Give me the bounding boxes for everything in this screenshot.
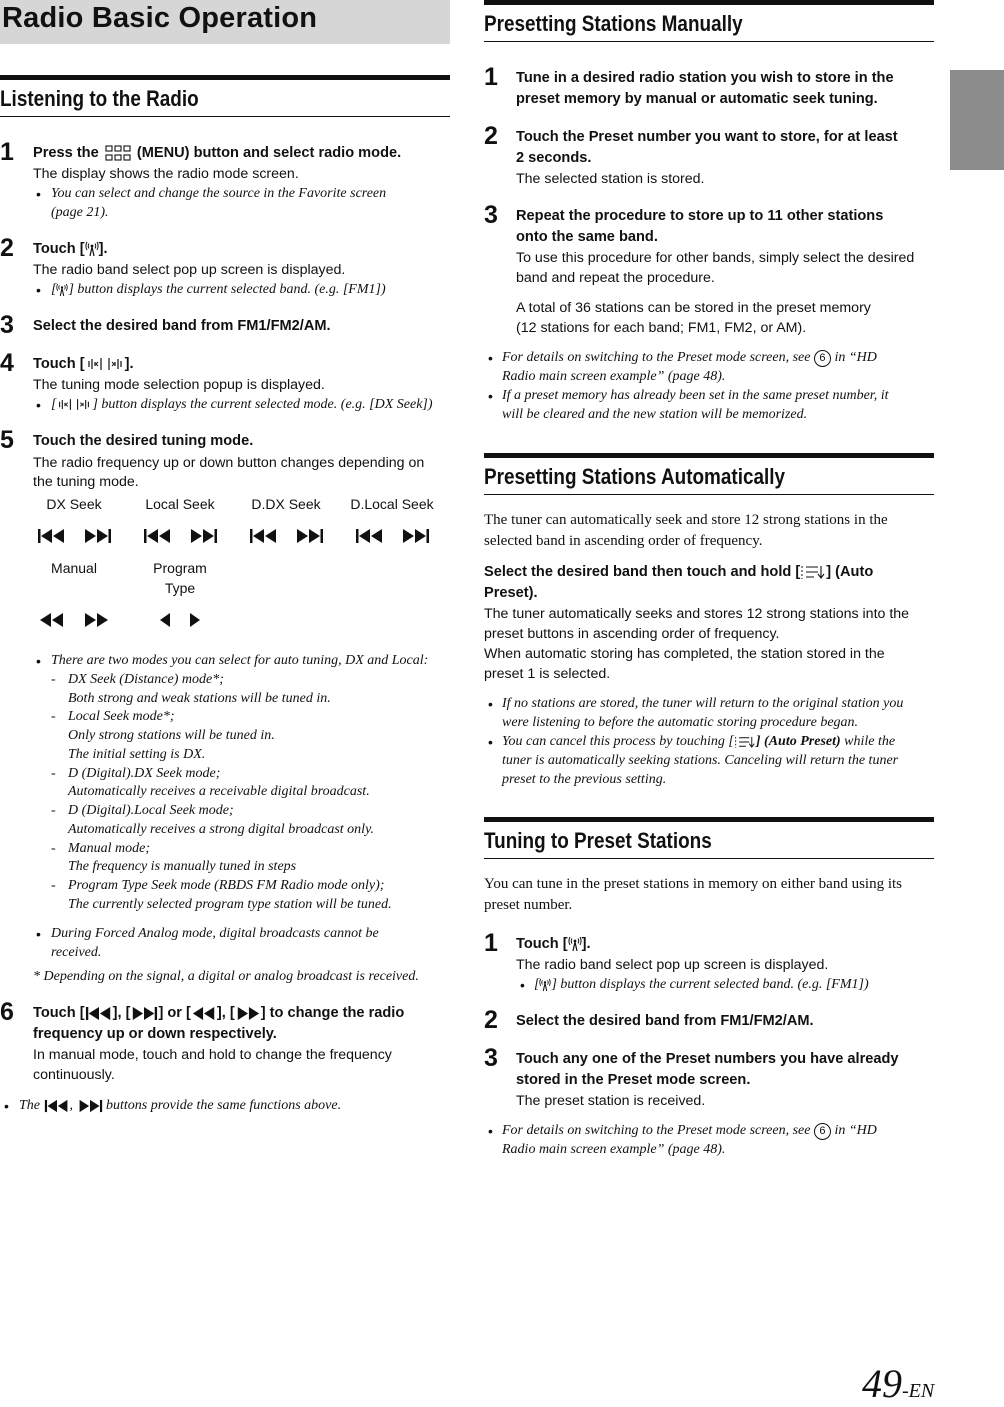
section-heading-auto xyxy=(484,453,934,495)
bullet: • xyxy=(488,734,493,750)
step-3-heading-cont: onto the same band. xyxy=(516,229,658,245)
step-3-heading: Touch any one of the Preset numbers you have already xyxy=(516,1051,899,1067)
step-4-note: [ ] button displays the current selected mode. (e.g. [DX Seek]) xyxy=(51,397,433,412)
note-manual: Manual mode; xyxy=(68,841,151,856)
section-title: Presetting Stations Automatically xyxy=(484,464,786,489)
note-text: Radio main screen example” (page 48). xyxy=(502,369,726,384)
step-6-heading: Touch [ ], [ ] or [ ], [ ] to change the radio xyxy=(33,1005,405,1021)
note-no-stations: If no stations are stored, the tuner will return to the original station you xyxy=(502,696,904,711)
step-number: 4 xyxy=(0,349,14,377)
manual-up-icon xyxy=(235,1006,261,1021)
bullet: • xyxy=(36,186,41,202)
seek-next-icon xyxy=(294,528,324,544)
bullet: • xyxy=(36,397,41,413)
antenna-icon xyxy=(56,283,68,297)
step-3-body: (12 stations for each band; FM1, FM2, or AM). xyxy=(516,320,807,336)
seek-prev-icon xyxy=(249,528,279,544)
step-number: 2 xyxy=(0,234,14,262)
seek-prev-icon xyxy=(37,528,67,544)
note-text: Automatically receives a receivable digital broadcast. xyxy=(68,784,370,799)
step-1-body: The display shows the radio mode screen. xyxy=(33,166,299,182)
note-text: The currently selected program type station will be tuned. xyxy=(68,897,392,912)
step-number: 3 xyxy=(0,311,14,339)
step-1-note: You can select and change the source in the Favorite screen xyxy=(51,186,387,201)
bullet: • xyxy=(520,977,525,993)
step-3-heading: Repeat the procedure to store up to 11 other stations xyxy=(516,208,884,224)
note-text: Automatically receives a strong digital broadcast only. xyxy=(68,822,375,837)
mode-label-local-seek: Local Seek xyxy=(145,496,215,512)
seek-prev-icon xyxy=(85,1006,113,1021)
step-1-heading-cont: preset memory by manual or automatic seek tuning. xyxy=(516,91,878,107)
step-number: 1 xyxy=(0,138,14,166)
note-auto-modes: There are two modes you can select for auto tuning, DX and Local: xyxy=(51,653,429,668)
mode-label-d-dx-seek: D.DX Seek xyxy=(251,496,321,512)
note-local-seek: Local Seek mode*; xyxy=(68,709,175,724)
step-1-heading: Press the (MENU) button and select radio mode. xyxy=(33,145,402,161)
step-2-body: The selected station is stored. xyxy=(516,171,705,187)
note-text: tuner is automatically seeking stations. Canceling will return the tuner xyxy=(502,753,899,768)
bullet: • xyxy=(36,653,41,669)
step-3-body: To use this procedure for other bands, simply select the desired xyxy=(516,250,915,266)
note-program-type: Program Type Seek mode (RBDS FM Radio mode only); xyxy=(68,878,385,893)
bullet: • xyxy=(36,926,41,942)
mode-label-type: Type xyxy=(164,580,196,596)
note-preset-mode: For details on switching to the Preset mode screen, see 6 in “HD xyxy=(502,1123,877,1138)
step-3-heading: Select the desired band from FM1/FM2/AM. xyxy=(33,318,331,334)
pty-right-icon xyxy=(188,612,202,628)
step-number: 5 xyxy=(0,426,14,454)
section-title: Presetting Stations Manually xyxy=(484,11,743,36)
step-1-heading: Touch [ ]. xyxy=(516,936,591,952)
paragraph: selected band in ascending order of frequency. xyxy=(484,533,763,549)
note-d-local-seek: D (Digital).Local Seek mode; xyxy=(68,803,234,818)
mode-label-program: Program xyxy=(153,560,207,576)
step-5-body: The radio frequency up or down button changes depending on xyxy=(33,455,425,471)
note-text: received. xyxy=(51,945,102,960)
antenna-icon xyxy=(568,936,582,952)
mode-label-dx-seek: DX Seek xyxy=(46,496,102,512)
auto-body: When automatic storing has completed, the station stored in the xyxy=(484,646,885,662)
step-2-body: The radio band select pop up screen is displayed. xyxy=(33,262,346,278)
chapter-tab xyxy=(950,70,1004,170)
tuning-mode-icon xyxy=(56,398,92,411)
paragraph: The tuner can automatically seek and store 12 strong stations in the xyxy=(484,512,888,528)
auto-preset-icon xyxy=(800,564,826,580)
manual-down-icon xyxy=(191,1006,217,1021)
step-5-body-cont: the tuning mode. xyxy=(33,474,139,490)
auto-body: The tuner automatically seeks and stores 12 strong stations into the xyxy=(484,606,910,622)
bullet: • xyxy=(4,1098,9,1114)
step-1-note-cont: (page 21). xyxy=(51,205,109,220)
note-text: The initial setting is DX. xyxy=(68,747,206,762)
note-preset-overwrite: If a preset memory has already been set in the same preset number, it xyxy=(502,388,889,403)
step-1-body: The radio band select pop up screen is displayed. xyxy=(516,957,829,973)
step-3-body: A total of 36 stations can be stored in the preset memory xyxy=(516,300,871,316)
section-title: Listening to the Radio xyxy=(0,86,199,111)
seek-next-icon xyxy=(400,528,430,544)
paragraph: You can tune in the preset stations in memory on either band using its xyxy=(484,876,903,892)
auto-preset-heading: Select the desired band then touch and hold [ ] (Auto xyxy=(484,564,874,580)
step-number: 1 xyxy=(484,63,498,91)
note-text: will be cleared and the new station will be memorized. xyxy=(502,407,808,422)
step-number: 3 xyxy=(484,201,498,229)
manual-up-icon xyxy=(82,612,110,628)
section-title: Tuning to Preset Stations xyxy=(484,828,712,853)
section-heading-manual xyxy=(484,0,934,42)
section-heading-listening xyxy=(0,75,450,117)
step-number: 6 xyxy=(0,998,14,1026)
bullet: • xyxy=(488,696,493,712)
antenna-icon xyxy=(539,978,551,992)
antenna-icon xyxy=(85,241,99,257)
step-3-body: band and repeat the procedure. xyxy=(516,270,715,286)
seek-prev-icon xyxy=(355,528,385,544)
step-number: 2 xyxy=(484,1006,498,1034)
step-number: 2 xyxy=(484,122,498,150)
note-text: Only strong stations will be tuned in. xyxy=(68,728,275,743)
step-3-body: The preset station is received. xyxy=(516,1093,706,1109)
note-d-dx-seek: D (Digital).DX Seek mode; xyxy=(68,766,221,781)
page-title: Radio Basic Operation xyxy=(2,2,318,34)
asterisk-note: * Depending on the signal, a digital or analog broadcast is received. xyxy=(33,969,419,984)
tuning-mode-icon xyxy=(85,357,125,371)
page-number: 49-EN xyxy=(862,1361,935,1406)
bullet: • xyxy=(488,350,493,366)
step-1-note: [ ] button displays the current selected band. (e.g. [FM1]) xyxy=(534,977,869,992)
note-text: were listening to before the automatic storing procedure began. xyxy=(502,715,859,730)
step-6-body: In manual mode, touch and hold to change the frequency xyxy=(33,1047,392,1063)
note-text: Radio main screen example” (page 48). xyxy=(502,1142,726,1157)
step-3-heading-cont: stored in the Preset mode screen. xyxy=(516,1072,751,1088)
auto-body: preset 1 is selected. xyxy=(484,666,611,682)
menu-icon xyxy=(105,145,131,161)
bullet: • xyxy=(36,282,41,298)
note-forced-analog: During Forced Analog mode, digital broadcasts cannot be xyxy=(51,926,379,941)
pty-left-icon xyxy=(158,612,172,628)
seek-next-icon xyxy=(188,528,218,544)
step-number: 1 xyxy=(484,929,498,957)
step-2-heading: Touch the Preset number you want to store, for at least xyxy=(516,129,898,145)
step-1-heading: Tune in a desired radio station you wish to store in the xyxy=(516,70,894,86)
reference-marker: 6 xyxy=(814,1123,831,1140)
note-preset-mode: For details on switching to the Preset mode screen, see 6 in “HD xyxy=(502,350,877,365)
reference-marker: 6 xyxy=(814,350,831,367)
seek-next-icon xyxy=(77,1099,103,1113)
note-text: The frequency is manually tuned in steps xyxy=(68,859,297,874)
step-2-heading: Select the desired band from FM1/FM2/AM. xyxy=(516,1013,814,1029)
mode-label-d-local-seek: D.Local Seek xyxy=(350,496,434,512)
auto-preset-icon xyxy=(734,735,756,749)
section-heading-tuning xyxy=(484,817,934,859)
final-note: The , buttons provide the same functions above. xyxy=(19,1098,342,1113)
auto-preset-heading-cont: Preset). xyxy=(484,585,538,601)
auto-body: preset buttons in ascending order of frequency. xyxy=(484,626,780,642)
seek-next-icon xyxy=(130,1006,158,1021)
step-5-heading: Touch the desired tuning mode. xyxy=(33,433,254,449)
step-2-heading-cont: 2 seconds. xyxy=(516,150,592,166)
seek-prev-icon xyxy=(143,528,173,544)
note-dx-seek: DX Seek (Distance) mode*; xyxy=(68,672,224,687)
step-6-body-cont: continuously. xyxy=(33,1067,115,1083)
manual-down-icon xyxy=(38,612,66,628)
page-title-banner xyxy=(0,0,450,44)
step-4-body: The tuning mode selection popup is displayed. xyxy=(33,377,325,393)
mode-label-manual: Manual xyxy=(51,560,97,576)
note-cancel-auto: You can cancel this process by touching [ ] (Auto Preset) while the xyxy=(502,734,896,749)
note-text: Both strong and weak stations will be tuned in. xyxy=(68,691,331,706)
paragraph: preset number. xyxy=(484,897,573,913)
step-number: 3 xyxy=(484,1044,498,1072)
seek-next-icon xyxy=(82,528,112,544)
step-4-heading: Touch [ ]. xyxy=(33,356,134,372)
bullet: • xyxy=(488,388,493,404)
note-text: preset to the previous setting. xyxy=(502,772,667,787)
seek-prev-icon xyxy=(44,1099,70,1113)
bullet: • xyxy=(488,1123,493,1139)
step-2-note: [ ] button displays the current selected band. (e.g. [FM1]) xyxy=(51,282,386,297)
step-2-heading: Touch [ ]. xyxy=(33,241,108,257)
step-6-heading-cont: frequency up or down respectively. xyxy=(33,1026,277,1042)
